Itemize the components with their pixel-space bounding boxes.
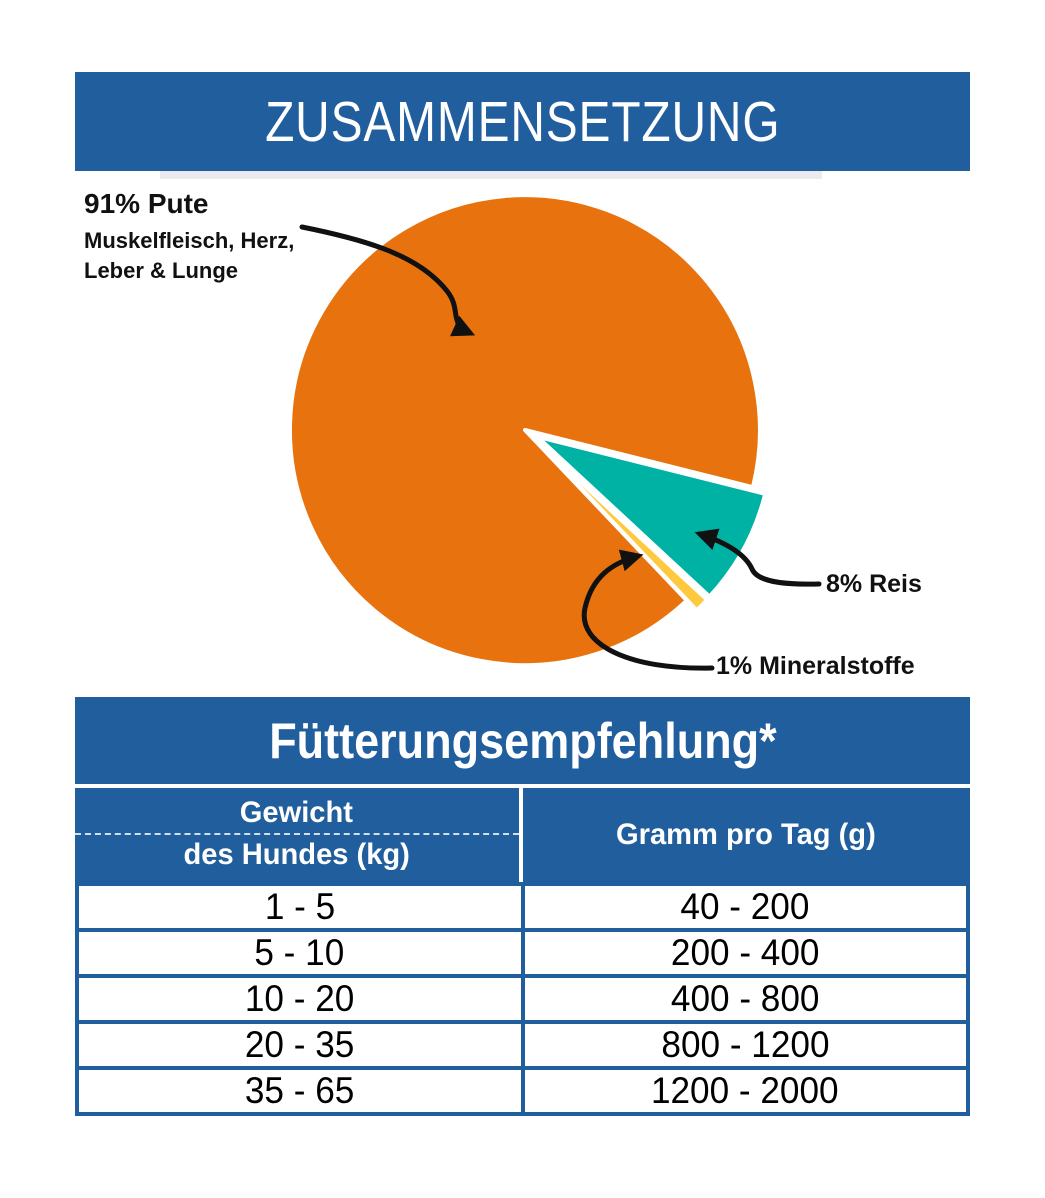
weight-cell	[77, 884, 523, 930]
table-body-grid	[75, 882, 970, 1116]
table-body	[77, 884, 968, 1114]
weight-cell	[77, 976, 523, 1022]
pute-sublabel-line2: Leber & Lunge	[84, 258, 239, 283]
pie-slices	[290, 195, 765, 665]
grams-cell	[523, 930, 969, 976]
table-title: Fütterungsempfehlung*	[268, 712, 777, 769]
feeding-recommendation-table	[75, 697, 970, 1116]
table-row	[77, 976, 968, 1022]
table-row	[77, 884, 968, 930]
cell-value: 1 - 5	[264, 886, 335, 927]
pute-slice-sublabel	[84, 226, 294, 286]
grams-header-label: Gramm pro Tag (g)	[616, 818, 877, 851]
pute-sublabel-line1: Muskelfleisch, Herz,	[84, 228, 295, 253]
grams-cell	[523, 1068, 969, 1114]
cell-value: 40 - 200	[680, 886, 810, 927]
cell-value: 800 - 1200	[661, 1024, 830, 1065]
table-title-bar	[75, 697, 970, 788]
pute-slice-label: 91% Pute	[84, 188, 209, 219]
cell-value: 1200 - 2000	[651, 1070, 840, 1111]
grams-cell	[523, 976, 969, 1022]
column-header-weight	[75, 788, 523, 882]
weight-header-line1: Gewicht	[240, 796, 354, 829]
cell-value: 400 - 800	[670, 978, 820, 1019]
column-header-grams	[523, 788, 971, 882]
grams-cell	[523, 884, 969, 930]
composition-title: ZUSAMMENSETZUNG	[264, 89, 781, 154]
mineralstoffe-slice-label: 1% Mineralstoffe	[716, 652, 915, 680]
cell-value: 10 - 20	[245, 978, 355, 1019]
weight-cell	[77, 1022, 523, 1068]
composition-header	[75, 72, 970, 171]
weight-header-line2: des Hundes (kg)	[183, 838, 410, 871]
weight-cell	[77, 1068, 523, 1114]
cell-value: 20 - 35	[245, 1024, 355, 1065]
reis-slice-label: 8% Reis	[826, 570, 922, 598]
table-row	[77, 1022, 968, 1068]
table-header-row	[75, 788, 970, 882]
cell-value: 200 - 400	[670, 932, 820, 973]
dashed-divider	[75, 833, 519, 835]
weight-cell	[77, 930, 523, 976]
grams-cell	[523, 1022, 969, 1068]
table-row	[77, 1068, 968, 1114]
cell-value: 5 - 10	[254, 932, 345, 973]
table-row	[77, 930, 968, 976]
cell-value: 35 - 65	[245, 1070, 355, 1111]
